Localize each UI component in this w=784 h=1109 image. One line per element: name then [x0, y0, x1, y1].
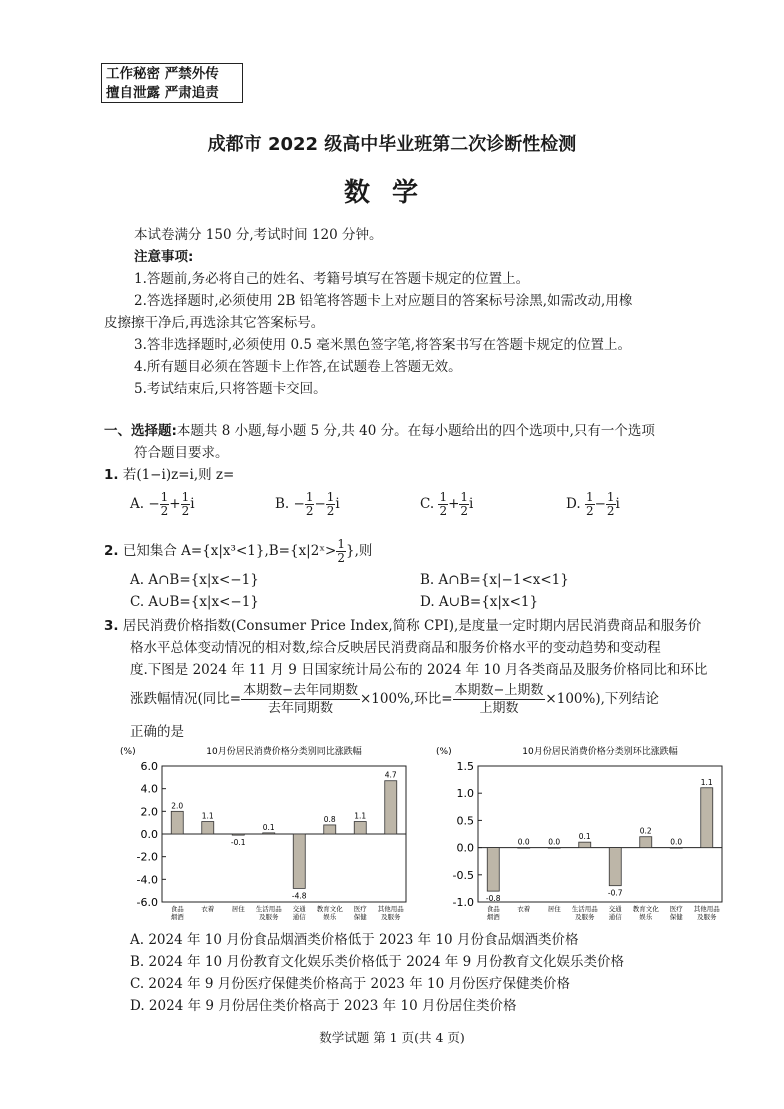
yoy-bar-7 [385, 781, 397, 834]
mom-category-label-7-0: 其他用品 [693, 905, 720, 913]
yoy-category-label-3-0: 生活用品 [255, 905, 282, 913]
q1-option-b-op: − [314, 496, 326, 512]
q1-c-d1: 2 [439, 504, 448, 518]
yoy-value-label-2: -0.1 [230, 838, 246, 848]
yoy-ytick-2: 2.0 [140, 805, 158, 819]
subject-title: 数学 [343, 178, 440, 208]
mom-bar-5 [640, 837, 652, 848]
q1-option-a-frac-1 [160, 491, 170, 518]
chart-yoy [118, 742, 414, 920]
q3-frac-yoy-d: 去年同期数 [268, 701, 334, 716]
notice-2: 2.答选择题时,必须使用 2B 铅笔将答题卡上对应题目的答案标号涂黑,如需改动,用橡 [134, 293, 633, 309]
q1-option-b-label: B. [275, 496, 290, 512]
mom-bar-2 [548, 848, 560, 849]
mom-bar-3 [579, 842, 591, 847]
yoy-ytick-6: -6.0 [136, 896, 158, 909]
mom-category-label-0-0: 食品 [486, 905, 500, 913]
q1-option-c-frac-2 [459, 491, 469, 518]
mom-bar-7 [701, 788, 713, 848]
mom-value-label-4: -0.7 [607, 888, 623, 898]
q3-formula-post: ×100%),下列结论 [545, 691, 659, 707]
q2-frac-n: 1 [337, 537, 345, 551]
q1-option-b-frac-2 [326, 491, 336, 518]
stamp-line-1: 工作秘密 严禁外传 [106, 66, 219, 82]
question-1-number: 1. [104, 467, 119, 483]
mom-category-label-2-0: 居住 [547, 905, 561, 913]
q1-option-d [566, 491, 620, 518]
question-3-line-2: 格水平总体变动情况的相对数,综合反映居民消费商品和服务价格水平的变动趋势和变动程 [130, 640, 661, 656]
yoy-bar-6 [354, 822, 366, 834]
yoy-category-label-2-0: 居住 [231, 905, 245, 913]
mom-category-label-7-1: 及服务 [697, 913, 717, 920]
q3-frac-yoy-n: 本期数−去年同期数 [243, 683, 358, 698]
notice-3: 3.答非选择题时,必须使用 0.5 毫米黑色签字笔,将答案书写在答题卡规定的位置上。 [134, 337, 632, 353]
q1-b-n1: 1 [305, 490, 314, 504]
q1-option-a-label: A. [130, 496, 145, 512]
q1-option-a-tail: i [190, 496, 195, 512]
q1-option-b-sign: − [293, 496, 305, 512]
mom-category-label-6-0: 医疗 [669, 905, 683, 913]
mom-bar-6 [670, 848, 682, 849]
mom-category-label-3-0: 生活用品 [571, 905, 598, 913]
q1-option-a-frac-2 [181, 491, 191, 518]
yoy-category-label-7-1: 及服务 [381, 913, 401, 920]
yoy-value-label-6: 1.1 [354, 811, 367, 821]
yoy-category-label-4-0: 交通 [292, 905, 306, 913]
question-2-set: {x|2ˣ> [289, 543, 337, 559]
q1-a-n2: 1 [181, 490, 190, 504]
q1-a-d1: 2 [160, 504, 169, 518]
yoy-category-label-3-1: 及服务 [259, 913, 279, 920]
yoy-ytick-1: 4.0 [140, 782, 158, 796]
question-1-stem: 若(1−i)z=i,则 z= [122, 467, 235, 483]
mom-value-label-5: 0.2 [639, 826, 652, 836]
yoy-value-label-4: -4.8 [291, 891, 307, 901]
q1-d-n2: 1 [606, 490, 615, 504]
q1-b-n2: 1 [326, 490, 335, 504]
yoy-title: 10月份居民消费价格分类别同比涨跌幅 [206, 747, 362, 757]
q3-formula-pre: 涨跌幅情况(同比= [130, 691, 242, 707]
q1-option-d-tail: i [615, 496, 620, 512]
stamp-line-2: 擅自泄露 严肃追责 [106, 85, 219, 101]
section-1-heading: 一、选择题: [104, 423, 177, 439]
yoy-category-label-7-0: 其他用品 [377, 905, 404, 913]
q1-d-d1: 2 [585, 504, 594, 518]
page-footer: 数学试题 第 1 页(共 4 页) [319, 1030, 465, 1045]
q1-option-d-frac-1 [585, 491, 595, 518]
q1-option-d-frac-2 [606, 491, 616, 518]
exam-info: 本试卷满分 150 分,考试时间 120 分钟。 [134, 227, 383, 243]
mom-category-label-4-1: 通信 [608, 913, 622, 920]
mom-category-label-5-1: 娱乐 [639, 913, 653, 920]
q3-frac-mom [453, 682, 546, 717]
q2-option-d: D. A∪B={x|x<1} [420, 594, 539, 610]
question-2-number: 2. [104, 543, 119, 559]
q1-option-a-sign: − [148, 496, 160, 512]
question-3-formula [130, 682, 659, 717]
mom-ytick-1: 1.0 [456, 787, 474, 801]
q3-frac-yoy [241, 682, 360, 717]
q1-b-d1: 2 [305, 504, 314, 518]
yoy-value-label-5: 0.8 [323, 814, 336, 824]
mom-category-label-4-0: 交通 [608, 905, 622, 913]
q1-option-a-op: + [169, 496, 181, 512]
q3-option-a: A. 2024 年 10 月份食品烟酒类价格低于 2023 年 10 月份食品烟酒类价格 [130, 932, 579, 948]
section-1-text: 本题共 8 小题,每小题 5 分,共 40 分。在每小题给出的四个选项中,只有一个选项 [176, 423, 655, 439]
yoy-bar-3 [263, 833, 275, 834]
mom-value-label-2: 0.0 [548, 837, 561, 847]
confidential-stamp [101, 63, 243, 103]
mom-bar-0 [487, 848, 499, 892]
mom-category-label-0-1: 烟酒 [486, 913, 500, 920]
yoy-ytick-3: 0.0 [140, 828, 158, 841]
yoy-bar-5 [324, 825, 336, 834]
q1-d-n1: 1 [585, 490, 594, 504]
yoy-unit: (%) [120, 747, 136, 757]
q1-option-c-op: + [448, 496, 460, 512]
mom-ytick-5: -1.0 [452, 896, 474, 909]
mom-ytick-4: -0.5 [452, 868, 474, 882]
yoy-bar-2 [232, 834, 244, 835]
question-2-frac [336, 538, 346, 565]
q3-option-b: B. 2024 年 10 月份教育文化娱乐类价格低于 2024 年 9 月份教育文化娱乐类价格 [130, 954, 625, 970]
mom-value-label-7: 1.1 [700, 777, 713, 787]
mom-value-label-0: -0.8 [485, 894, 501, 904]
question-3-text-1: 居民消费价格指数(Consumer Price Index,简称 CPI),是度量一定时期内居民消费商品和服务价 [122, 618, 702, 634]
q3-option-c: C. 2024 年 9 月份医疗保健类价格高于 2023 年 10 月份医疗保健类价格 [130, 976, 570, 992]
mom-ytick-3: 0.0 [456, 841, 474, 855]
yoy-category-label-5-0: 教育文化 [316, 905, 343, 913]
q1-a-d2: 2 [181, 504, 190, 518]
yoy-category-label-5-1: 娱乐 [323, 913, 337, 920]
question-3-last: 正确的是 [130, 724, 184, 740]
q1-option-c-label: C. [420, 496, 435, 512]
mom-category-label-6-1: 保健 [669, 913, 683, 920]
q2-option-c: C. A∪B={x|x<−1} [130, 594, 259, 610]
mom-ytick-2: 0.5 [456, 814, 474, 828]
question-3-line-1 [104, 616, 701, 636]
q1-option-b [275, 491, 340, 518]
mom-title: 10月份居民消费价格分类别环比涨跌幅 [522, 747, 678, 757]
notice-4: 4.所有题目必须在答题卡上作答,在试题卷上答题无效。 [134, 359, 462, 375]
mom-value-label-3: 0.1 [578, 832, 591, 842]
mom-bar-4 [609, 848, 621, 886]
yoy-category-label-6-1: 保健 [353, 913, 367, 920]
yoy-category-label-0-1: 烟酒 [170, 913, 184, 920]
q3-formula-mid: ×100%,环比= [360, 691, 453, 707]
question-1 [104, 465, 234, 485]
yoy-category-label-0-0: 食品 [170, 905, 184, 913]
q1-option-b-tail: i [335, 496, 340, 512]
yoy-value-label-3: 0.1 [262, 822, 275, 832]
yoy-category-label-4-1: 通信 [292, 913, 306, 920]
section-1-line-1 [104, 421, 655, 441]
q1-option-d-label: D. [566, 496, 581, 512]
yoy-ytick-0: 6.0 [140, 760, 158, 773]
notice-heading: 注意事项: [134, 249, 194, 265]
q1-option-c [420, 491, 473, 518]
mom-category-label-5-0: 教育文化 [632, 905, 659, 913]
q2-option-b: B. A∩B={x|−1<x<1} [420, 572, 569, 588]
question-2-stem-a: 已知集合 A={x|x³<1},B= [122, 543, 290, 559]
section-1-line-2: 符合题目要求。 [134, 445, 229, 461]
question-3-number: 3. [104, 618, 119, 634]
mom-value-label-1: 0.0 [517, 837, 530, 847]
mom-bar-1 [518, 848, 530, 849]
mom-value-label-6: 0.0 [670, 837, 683, 847]
question-2-stem-b: },则 [346, 543, 373, 559]
yoy-category-label-1-0: 衣着 [201, 905, 215, 913]
q1-c-d2: 2 [460, 504, 469, 518]
q1-c-n2: 1 [460, 490, 469, 504]
q1-option-c-frac-1 [438, 491, 448, 518]
notice-1: 1.答题前,务必将自己的姓名、考籍号填写在答题卡规定的位置上。 [134, 271, 530, 287]
q1-a-n1: 1 [160, 490, 169, 504]
yoy-bar-0 [171, 811, 183, 834]
q1-c-n1: 1 [439, 490, 448, 504]
q1-option-c-tail: i [469, 496, 474, 512]
q1-option-a [130, 491, 195, 518]
q3-frac-mom-d: 上期数 [479, 701, 519, 716]
exam-title: 成都市 2022 级高中毕业班第二次诊断性检测 [207, 134, 577, 155]
q3-option-d: D. 2024 年 9 月份居住类价格高于 2023 年 10 月份居住类价格 [130, 998, 517, 1014]
mom-ytick-0: 1.5 [456, 760, 474, 773]
yoy-value-label-7: 4.7 [384, 770, 397, 780]
yoy-ytick-4: -2.0 [136, 850, 158, 864]
mom-category-label-1-0: 衣着 [517, 905, 531, 913]
mom-category-label-3-1: 及服务 [575, 913, 595, 920]
yoy-bar-1 [202, 822, 214, 834]
question-3-line-3: 度.下图是 2024 年 11 月 9 日国家统计局公布的 2024 年 10 月各类商品及服务价格同比和环比 [130, 662, 708, 678]
notice-5: 5.考试结束后,只将答题卡交回。 [134, 381, 327, 397]
yoy-bar-4 [293, 834, 305, 888]
notice-2-cont: 皮擦擦干净后,再选涂其它答案标号。 [104, 315, 325, 331]
mom-frame [478, 766, 722, 902]
yoy-value-label-0: 2.0 [171, 801, 184, 811]
yoy-value-label-1: 1.1 [201, 811, 214, 821]
q1-option-d-op: − [594, 496, 606, 512]
q2-frac-d: 2 [337, 551, 345, 565]
q1-b-d2: 2 [326, 504, 335, 518]
q1-d-d2: 2 [606, 504, 615, 518]
q2-option-a: A. A∩B={x|x<−1} [130, 572, 259, 588]
mom-unit: (%) [436, 747, 452, 757]
q3-frac-mom-n: 本期数−上期数 [454, 683, 544, 698]
yoy-category-label-6-0: 医疗 [353, 905, 367, 913]
yoy-ytick-5: -4.0 [136, 873, 158, 887]
chart-mom [434, 742, 730, 920]
question-2 [104, 538, 372, 565]
